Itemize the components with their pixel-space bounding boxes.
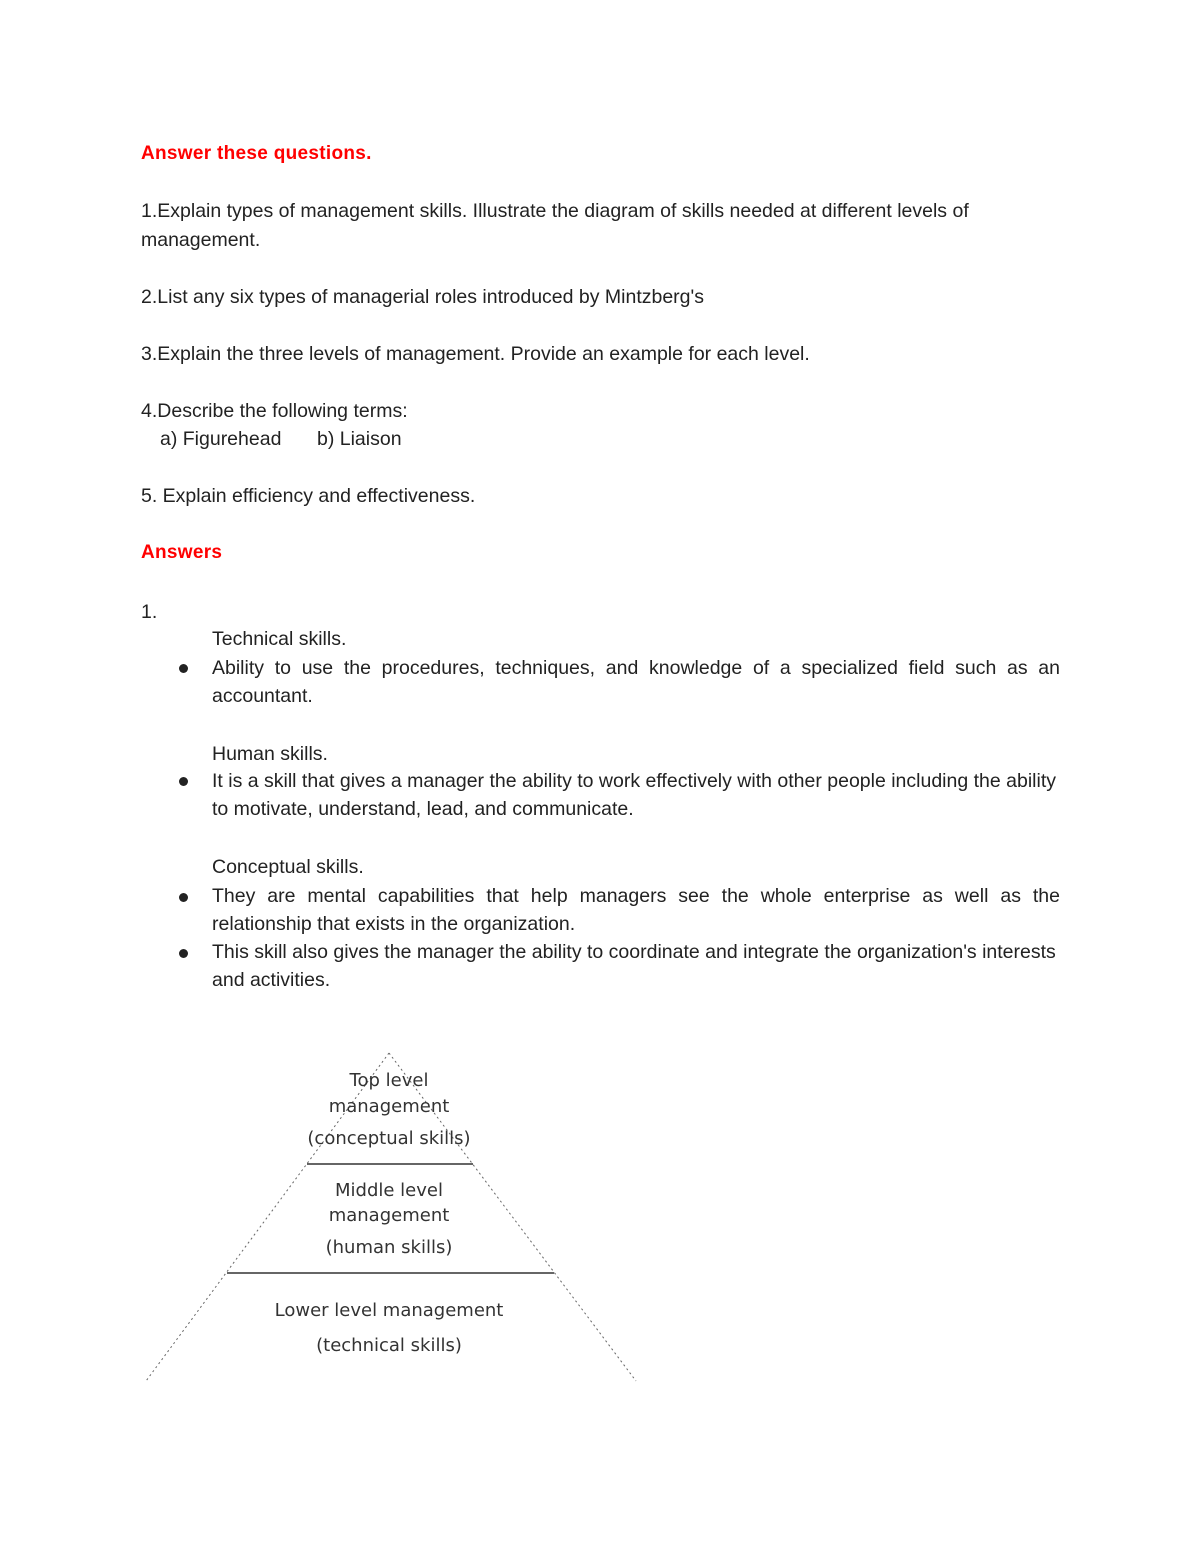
top-level-skill: (conceptual skills): [307, 1128, 471, 1149]
technical-skills-title: Technical skills.: [212, 628, 347, 650]
question-1: 1.Explain types of management skills. Illustrate the diagram of skills needed at different levels of management.: [141, 200, 969, 251]
question-4b: b) Liaison: [317, 428, 402, 450]
middle-level-skill: (human skills): [325, 1237, 453, 1258]
conceptual-skills-point-1: They are mental capabilities that help managers see the whole enterprise as well as the relationship that exists in the organization.: [212, 885, 1060, 935]
lower-level-label: Lower level management: [274, 1300, 504, 1321]
questions-heading: Answer these questions.: [141, 143, 372, 164]
conceptual-skills-title: Conceptual skills.: [212, 856, 364, 878]
question-2: 2.List any six types of managerial roles introduced by Mintzberg's: [141, 286, 704, 308]
technical-skills-point: Ability to use the procedures, techniques, and knowledge of a specialized field such as an accountant.: [212, 657, 1060, 707]
lower-level-skill: (technical skills): [316, 1335, 462, 1356]
top-level-label: management: [328, 1096, 450, 1117]
answers-heading: Answers: [141, 542, 223, 563]
conceptual-skills-point-2: This skill also gives the manager the ability to coordinate and integrate the organization's interests and activities.: [212, 941, 1056, 991]
answer-number: 1.: [141, 601, 158, 623]
question-4a: a) Figurehead: [160, 428, 282, 450]
middle-level-label: Middle level: [335, 1180, 443, 1201]
middle-level-label: management: [328, 1205, 450, 1226]
human-skills-title: Human skills.: [212, 743, 328, 765]
question-5: 5. Explain efficiency and effectiveness.: [141, 485, 476, 507]
question-4: 4.Describe the following terms:: [141, 400, 408, 422]
question-3: 3.Explain the three levels of management. Provide an example for each level.: [141, 343, 810, 365]
top-level-label: Top level: [349, 1070, 429, 1091]
human-skills-point: It is a skill that gives a manager the ability to work effectively with other people including the ability to motivate, understand, lead, and communicate.: [212, 770, 1056, 820]
